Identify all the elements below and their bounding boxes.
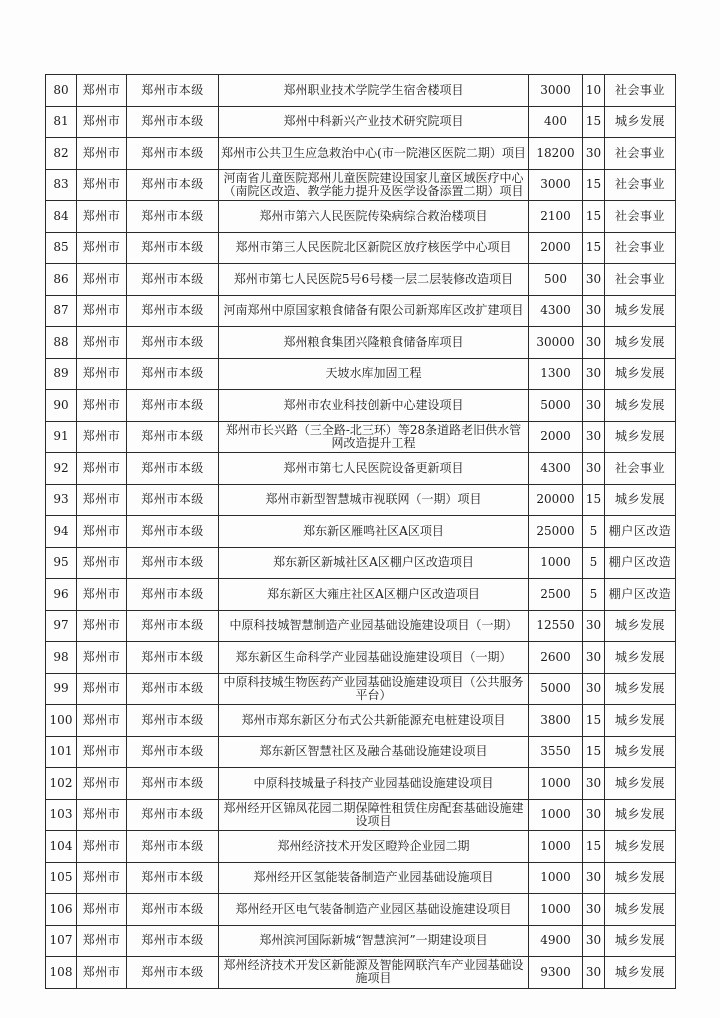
category-cell: 城乡发展 <box>605 925 676 957</box>
amount-cell: 2500 <box>529 579 583 611</box>
row-number: 88 <box>46 327 77 359</box>
city-cell: 郑州市 <box>77 705 127 737</box>
level-cell: 郑州市本级 <box>127 673 219 705</box>
city-cell: 郑州市 <box>77 579 127 611</box>
city-cell: 郑州市 <box>77 610 127 642</box>
years-cell: 5 <box>583 547 605 579</box>
project-name-cell: 郑州市第三人民医院北区新院区放疗核医学中心项目 <box>219 232 529 264</box>
category-cell: 社会事业 <box>605 264 676 296</box>
amount-cell: 2100 <box>529 201 583 233</box>
row-number: 100 <box>46 705 77 737</box>
row-number: 101 <box>46 736 77 768</box>
years-cell: 30 <box>583 768 605 800</box>
table-row <box>46 862 676 894</box>
table-row <box>46 106 676 138</box>
row-number: 108 <box>46 957 77 989</box>
level-cell: 郑州市本级 <box>127 925 219 957</box>
years-cell: 30 <box>583 421 605 453</box>
years-cell: 15 <box>583 484 605 516</box>
amount-cell: 3000 <box>529 169 583 201</box>
table-row <box>46 232 676 264</box>
amount-cell: 4900 <box>529 925 583 957</box>
city-cell: 郑州市 <box>77 925 127 957</box>
city-cell: 郑州市 <box>77 957 127 989</box>
row-number: 97 <box>46 610 77 642</box>
category-cell: 城乡发展 <box>605 421 676 453</box>
city-cell: 郑州市 <box>77 673 127 705</box>
city-cell: 郑州市 <box>77 169 127 201</box>
city-cell: 郑州市 <box>77 453 127 485</box>
table-row <box>46 453 676 485</box>
table-row <box>46 705 676 737</box>
level-cell: 郑州市本级 <box>127 799 219 831</box>
amount-cell: 1000 <box>529 831 583 863</box>
table-row <box>46 925 676 957</box>
project-name-cell: 郑州市公共卫生应急救治中心(市一院港区医院二期）项目 <box>219 138 529 170</box>
amount-cell: 2000 <box>529 232 583 264</box>
amount-cell: 1000 <box>529 862 583 894</box>
row-number: 93 <box>46 484 77 516</box>
project-name-cell: 郑州滨河国际新城“智慧滨河”一期建设项目 <box>219 925 529 957</box>
amount-cell: 3550 <box>529 736 583 768</box>
amount-cell: 1000 <box>529 894 583 926</box>
city-cell: 郑州市 <box>77 768 127 800</box>
category-cell: 棚户区改造 <box>605 579 676 611</box>
category-cell: 社会事业 <box>605 169 676 201</box>
category-cell: 棚户区改造 <box>605 516 676 548</box>
years-cell: 30 <box>583 358 605 390</box>
table-row <box>46 484 676 516</box>
amount-cell: 2600 <box>529 642 583 674</box>
category-cell: 城乡发展 <box>605 610 676 642</box>
table-row <box>46 673 676 705</box>
amount-cell: 2000 <box>529 421 583 453</box>
table-row <box>46 642 676 674</box>
project-name-cell: 郑州市新型智慧城市视联网（一期）项目 <box>219 484 529 516</box>
city-cell: 郑州市 <box>77 106 127 138</box>
amount-cell: 400 <box>529 106 583 138</box>
category-cell: 城乡发展 <box>605 295 676 327</box>
level-cell: 郑州市本级 <box>127 610 219 642</box>
project-name-cell: 天坡水库加固工程 <box>219 358 529 390</box>
row-number: 81 <box>46 106 77 138</box>
row-number: 102 <box>46 768 77 800</box>
row-number: 103 <box>46 799 77 831</box>
category-cell: 城乡发展 <box>605 106 676 138</box>
category-cell: 社会事业 <box>605 453 676 485</box>
city-cell: 郑州市 <box>77 201 127 233</box>
row-number: 107 <box>46 925 77 957</box>
table-row <box>46 610 676 642</box>
city-cell: 郑州市 <box>77 75 127 107</box>
category-cell: 城乡发展 <box>605 736 676 768</box>
city-cell: 郑州市 <box>77 484 127 516</box>
row-number: 83 <box>46 169 77 201</box>
amount-cell: 1300 <box>529 358 583 390</box>
row-number: 104 <box>46 831 77 863</box>
table-row <box>46 894 676 926</box>
project-name-cell: 郑州经开区电气装备制造产业园区基础设施建设项目 <box>219 894 529 926</box>
amount-cell: 4300 <box>529 453 583 485</box>
level-cell: 郑州市本级 <box>127 579 219 611</box>
level-cell: 郑州市本级 <box>127 75 219 107</box>
category-cell: 城乡发展 <box>605 358 676 390</box>
amount-cell: 500 <box>529 264 583 296</box>
amount-cell: 12550 <box>529 610 583 642</box>
project-name-cell: 郑州经开区锦凤花园二期保障性租赁住房配套基础设施建设项目 <box>219 799 529 831</box>
row-number: 98 <box>46 642 77 674</box>
years-cell: 15 <box>583 736 605 768</box>
years-cell: 30 <box>583 327 605 359</box>
level-cell: 郑州市本级 <box>127 327 219 359</box>
table-row <box>46 957 676 989</box>
years-cell: 15 <box>583 232 605 264</box>
project-name-cell: 郑州职业技术学院学生宿舍楼项目 <box>219 75 529 107</box>
project-name-cell: 中原科技城智慧制造产业园基础设施建设项目（一期） <box>219 610 529 642</box>
amount-cell: 1000 <box>529 768 583 800</box>
project-name-cell: 郑州经济技术开发区新能源及智能网联汽车产业园基础设施项目 <box>219 957 529 989</box>
years-cell: 30 <box>583 264 605 296</box>
project-name-cell: 郑州粮食集团兴隆粮食储备库项目 <box>219 327 529 359</box>
years-cell: 30 <box>583 862 605 894</box>
level-cell: 郑州市本级 <box>127 264 219 296</box>
amount-cell: 9300 <box>529 957 583 989</box>
years-cell: 30 <box>583 453 605 485</box>
table-row <box>46 295 676 327</box>
city-cell: 郑州市 <box>77 799 127 831</box>
row-number: 106 <box>46 894 77 926</box>
category-cell: 城乡发展 <box>605 673 676 705</box>
years-cell: 15 <box>583 201 605 233</box>
category-cell: 棚户区改造 <box>605 547 676 579</box>
project-name-cell: 郑东新区大雍庄社区A区棚户区改造项目 <box>219 579 529 611</box>
row-number: 95 <box>46 547 77 579</box>
years-cell: 30 <box>583 295 605 327</box>
category-cell: 城乡发展 <box>605 894 676 926</box>
project-table <box>45 74 676 989</box>
row-number: 105 <box>46 862 77 894</box>
category-cell: 城乡发展 <box>605 768 676 800</box>
table-row <box>46 736 676 768</box>
project-name-cell: 郑州市第七人民医院5号6号楼一层二层装修改造项目 <box>219 264 529 296</box>
city-cell: 郑州市 <box>77 831 127 863</box>
row-number: 91 <box>46 421 77 453</box>
city-cell: 郑州市 <box>77 642 127 674</box>
table-row <box>46 579 676 611</box>
level-cell: 郑州市本级 <box>127 169 219 201</box>
level-cell: 郑州市本级 <box>127 516 219 548</box>
level-cell: 郑州市本级 <box>127 453 219 485</box>
table-row <box>46 327 676 359</box>
category-cell: 城乡发展 <box>605 831 676 863</box>
level-cell: 郑州市本级 <box>127 232 219 264</box>
row-number: 89 <box>46 358 77 390</box>
category-cell: 城乡发展 <box>605 705 676 737</box>
level-cell: 郑州市本级 <box>127 295 219 327</box>
years-cell: 15 <box>583 106 605 138</box>
project-name-cell: 郑州经开区氢能装备制造产业园基础设施项目 <box>219 862 529 894</box>
project-name-cell: 河南郑州中原国家粮食储备有限公司新郑库区改扩建项目 <box>219 295 529 327</box>
city-cell: 郑州市 <box>77 358 127 390</box>
city-cell: 郑州市 <box>77 138 127 170</box>
years-cell: 30 <box>583 390 605 422</box>
table-row <box>46 799 676 831</box>
years-cell: 30 <box>583 925 605 957</box>
city-cell: 郑州市 <box>77 516 127 548</box>
city-cell: 郑州市 <box>77 894 127 926</box>
category-cell: 社会事业 <box>605 75 676 107</box>
row-number: 86 <box>46 264 77 296</box>
level-cell: 郑州市本级 <box>127 705 219 737</box>
level-cell: 郑州市本级 <box>127 957 219 989</box>
project-name-cell: 郑州市第七人民医院设备更新项目 <box>219 453 529 485</box>
level-cell: 郑州市本级 <box>127 138 219 170</box>
table-row <box>46 201 676 233</box>
years-cell: 30 <box>583 957 605 989</box>
row-number: 96 <box>46 579 77 611</box>
project-name-cell: 郑州经济技术开发区瞪羚企业园二期 <box>219 831 529 863</box>
amount-cell: 25000 <box>529 516 583 548</box>
years-cell: 15 <box>583 831 605 863</box>
years-cell: 30 <box>583 673 605 705</box>
years-cell: 30 <box>583 894 605 926</box>
amount-cell: 3000 <box>529 75 583 107</box>
row-number: 82 <box>46 138 77 170</box>
row-number: 85 <box>46 232 77 264</box>
years-cell: 15 <box>583 705 605 737</box>
level-cell: 郑州市本级 <box>127 358 219 390</box>
table-row <box>46 516 676 548</box>
amount-cell: 5000 <box>529 390 583 422</box>
city-cell: 郑州市 <box>77 390 127 422</box>
project-name-cell: 郑东新区智慧社区及融合基础设施建设项目 <box>219 736 529 768</box>
project-name-cell: 中原科技城量子科技产业园基础设施建设项目 <box>219 768 529 800</box>
level-cell: 郑州市本级 <box>127 547 219 579</box>
category-cell: 城乡发展 <box>605 799 676 831</box>
row-number: 90 <box>46 390 77 422</box>
amount-cell: 5000 <box>529 673 583 705</box>
table-row <box>46 421 676 453</box>
level-cell: 郑州市本级 <box>127 484 219 516</box>
amount-cell: 4300 <box>529 295 583 327</box>
project-name-cell: 河南省儿童医院郑州儿童医院建设国家儿童区域医疗中心（南院区改造、教学能力提升及医学设备添置二期）项目 <box>219 169 529 201</box>
amount-cell: 3800 <box>529 705 583 737</box>
project-name-cell: 郑州市郑东新区分布式公共新能源充电桩建设项目 <box>219 705 529 737</box>
years-cell: 10 <box>583 75 605 107</box>
category-cell: 城乡发展 <box>605 862 676 894</box>
amount-cell: 18200 <box>529 138 583 170</box>
project-name-cell: 郑东新区新城社区A区棚户区改造项目 <box>219 547 529 579</box>
category-cell: 社会事业 <box>605 201 676 233</box>
years-cell: 30 <box>583 799 605 831</box>
category-cell: 社会事业 <box>605 138 676 170</box>
category-cell: 城乡发展 <box>605 390 676 422</box>
level-cell: 郑州市本级 <box>127 831 219 863</box>
years-cell: 5 <box>583 579 605 611</box>
table-row <box>46 831 676 863</box>
city-cell: 郑州市 <box>77 736 127 768</box>
category-cell: 社会事业 <box>605 232 676 264</box>
table-row <box>46 169 676 201</box>
row-number: 84 <box>46 201 77 233</box>
table-body <box>46 75 676 989</box>
table-row <box>46 358 676 390</box>
level-cell: 郑州市本级 <box>127 862 219 894</box>
project-name-cell: 郑东新区雁鸣社区A区项目 <box>219 516 529 548</box>
project-name-cell: 郑州市长兴路（三全路-北三环）等28条道路老旧供水管网改造提升工程 <box>219 421 529 453</box>
table-row <box>46 75 676 107</box>
level-cell: 郑州市本级 <box>127 390 219 422</box>
table-row <box>46 768 676 800</box>
project-name-cell: 郑州市农业科技创新中心建设项目 <box>219 390 529 422</box>
years-cell: 30 <box>583 138 605 170</box>
row-number: 87 <box>46 295 77 327</box>
level-cell: 郑州市本级 <box>127 642 219 674</box>
level-cell: 郑州市本级 <box>127 106 219 138</box>
table-row <box>46 138 676 170</box>
table-row <box>46 264 676 296</box>
years-cell: 30 <box>583 610 605 642</box>
level-cell: 郑州市本级 <box>127 421 219 453</box>
project-name-cell: 郑州市第六人民医院传染病综合救治楼项目 <box>219 201 529 233</box>
project-name-cell: 郑州中科新兴产业技术研究院项目 <box>219 106 529 138</box>
years-cell: 30 <box>583 642 605 674</box>
row-number: 99 <box>46 673 77 705</box>
level-cell: 郑州市本级 <box>127 201 219 233</box>
level-cell: 郑州市本级 <box>127 894 219 926</box>
city-cell: 郑州市 <box>77 327 127 359</box>
amount-cell: 1000 <box>529 547 583 579</box>
category-cell: 城乡发展 <box>605 642 676 674</box>
row-number: 80 <box>46 75 77 107</box>
category-cell: 城乡发展 <box>605 957 676 989</box>
city-cell: 郑州市 <box>77 421 127 453</box>
row-number: 94 <box>46 516 77 548</box>
level-cell: 郑州市本级 <box>127 768 219 800</box>
table-row <box>46 547 676 579</box>
amount-cell: 1000 <box>529 799 583 831</box>
city-cell: 郑州市 <box>77 295 127 327</box>
city-cell: 郑州市 <box>77 547 127 579</box>
city-cell: 郑州市 <box>77 264 127 296</box>
category-cell: 城乡发展 <box>605 484 676 516</box>
row-number: 92 <box>46 453 77 485</box>
project-name-cell: 郑东新区生命科学产业园基础设施建设项目（一期） <box>219 642 529 674</box>
project-name-cell: 中原科技城生物医药产业园基础设施建设项目（公共服务平台） <box>219 673 529 705</box>
level-cell: 郑州市本级 <box>127 736 219 768</box>
city-cell: 郑州市 <box>77 862 127 894</box>
city-cell: 郑州市 <box>77 232 127 264</box>
table-row <box>46 390 676 422</box>
amount-cell: 30000 <box>529 327 583 359</box>
amount-cell: 20000 <box>529 484 583 516</box>
years-cell: 5 <box>583 516 605 548</box>
years-cell: 15 <box>583 169 605 201</box>
category-cell: 城乡发展 <box>605 327 676 359</box>
